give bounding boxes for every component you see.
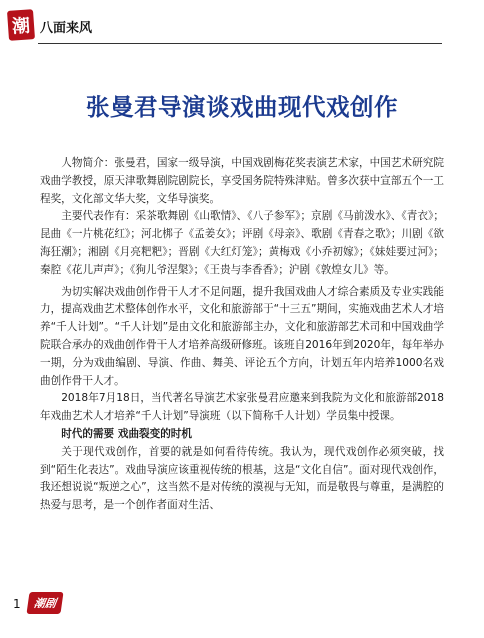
magazine-logo: 潮: [7, 9, 35, 41]
lecture-paragraph: 2018年7月18日，当代著名导演艺术家张曼君应邀来到我院为文化和旅游部2018年戏曲艺术人才培养“千人计划”导演班（以下简称千人计划）学员集中授课。: [40, 392, 444, 423]
section-subheading: 时代的需要 戏曲裂变的时机: [61, 427, 192, 440]
tradition-paragraph: 关于现代戏创作，首要的就是如何看待传统。我认为，现代戏创作必须突破，找到“陌生化表达”。戏曲导演应该重视传统的根基，这是“文化自信”。面对现代戏创作，我还想说说“叛逆之心”，这当然不是对传统的漠视与无知，而是敬畏与尊重，是满腔的热爱与思考，是一个创作者面对生活、: [40, 445, 444, 512]
page-number: 1: [13, 597, 21, 611]
article-body: [40, 155, 444, 515]
works-paragraph: 主要代表作有：采茶歌舞剧《山歌情》、《八子参军》；京剧《马前泼水》、《青衣》；昆曲《一片桃花红》；河北梆子《孟姜女》；评剧《母亲》、歌剧《青春之歌》；川剧《欲海狂潮》；湘剧《月亮粑粑》；晋剧《大红灯笼》；黄梅戏《小乔初嫁》；《妹娃要过河》；秦腔《花儿声声》；《狗儿爷涅槃》；《王贵与李香香》；沪剧《敦煌女儿》等。: [40, 210, 444, 276]
section-title: 八面来风: [40, 21, 93, 36]
intro-paragraph: 人物简介：张曼君，国家一级导演，中国戏剧梅花奖表演艺术家，中国艺术研究院戏曲学教授，原天津歌舞剧院剧院长，享受国务院特殊津贴。曾多次获中宣部五个一工程奖，文化部文华大奖，文华导演奖。: [40, 157, 444, 205]
header-divider: [38, 43, 442, 44]
page-header: [0, 0, 484, 52]
program-paragraph: 为切实解决戏曲创作骨干人才不足问题，提升我国戏曲人才综合素质及专业实践能力，提高戏曲艺术整体创作水平，文化和旅游部于“十三五”期间，实施戏曲艺术人才培养“千人计划”。“千人计划”是由文化和旅游部主办，文化和旅游部艺术司和中国戏曲学院联合承办的戏曲创作骨干人才培养高级研修班。该班自2016年到2020年，每年举办一期，分为戏曲编剧、导演、作曲、舞美、评论五个方向，计划五年内培养1000名戏曲创作骨干人才。: [40, 285, 444, 387]
footer-logo: 潮剧: [26, 592, 63, 614]
article-title: 张曼君导演谈戏曲现代戏创作: [86, 93, 398, 121]
